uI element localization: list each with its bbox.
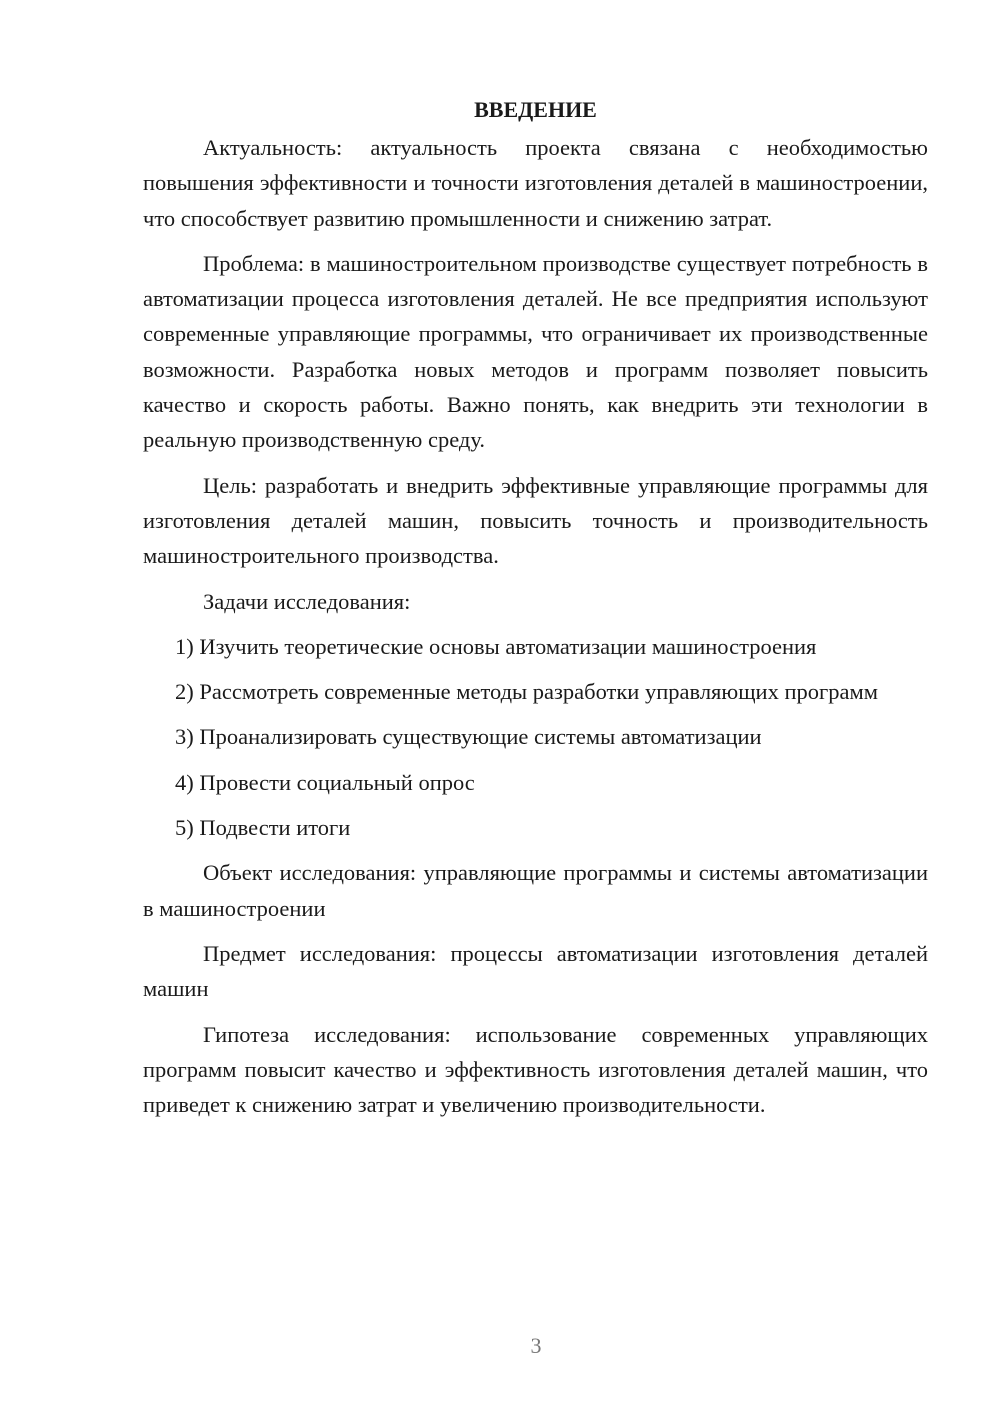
task-item: 3) Проанализировать существующие системы автоматизации — [175, 724, 762, 750]
hypothesis-paragraph: Гипотеза исследования: использование современных управляющих программ повысит качество и эффективность изготовления деталей машин, что приведет к снижению затрат и увеличению производительности. — [143, 1021, 928, 1118]
object-paragraph: Объект исследования: управляющие программы и системы автоматизации в машиностроении — [143, 860, 928, 921]
document-body — [143, 92, 928, 1132]
page-number: 3 — [530, 1333, 542, 1358]
subject-paragraph: Предмет исследования: процессы автоматизации изготовления деталей машин — [143, 940, 928, 1002]
page-title: ВВЕДЕНИЕ — [474, 97, 597, 122]
task-item: 2) Рассмотреть современные методы разработки управляющих программ — [175, 679, 878, 705]
relevance-paragraph: Актуальность: актуальность проекта связана с необходимостью повышения эффективности и точности изготовления деталей в машиностроении, что способствует развитию промышленности и снижению затрат. — [143, 135, 928, 231]
problem-paragraph: Проблема: в машиностроительном производстве существует потребность в автоматизации процесса изготовления деталей. Не все предприятия используют современные управляющие программы, что ограничивает их производственные возможности. Разработка новых методов и программ позволяет повысить качество и скорость работы. Важно понять, как внедрить эти технологии в реальную производственную среду. — [143, 250, 928, 453]
task-item: 5) Подвести итоги — [175, 815, 351, 841]
task-item: 1) Изучить теоретические основы автоматизации машиностроения — [175, 633, 817, 659]
goal-paragraph: Цель: разработать и внедрить эффективные управляющие программы для изготовления деталей машин, повысить точность и производительность машиностроительного производства. — [143, 472, 928, 569]
task-item: 4) Провести социальный опрос — [175, 769, 475, 795]
tasks-heading: Задачи исследования: — [203, 588, 411, 614]
